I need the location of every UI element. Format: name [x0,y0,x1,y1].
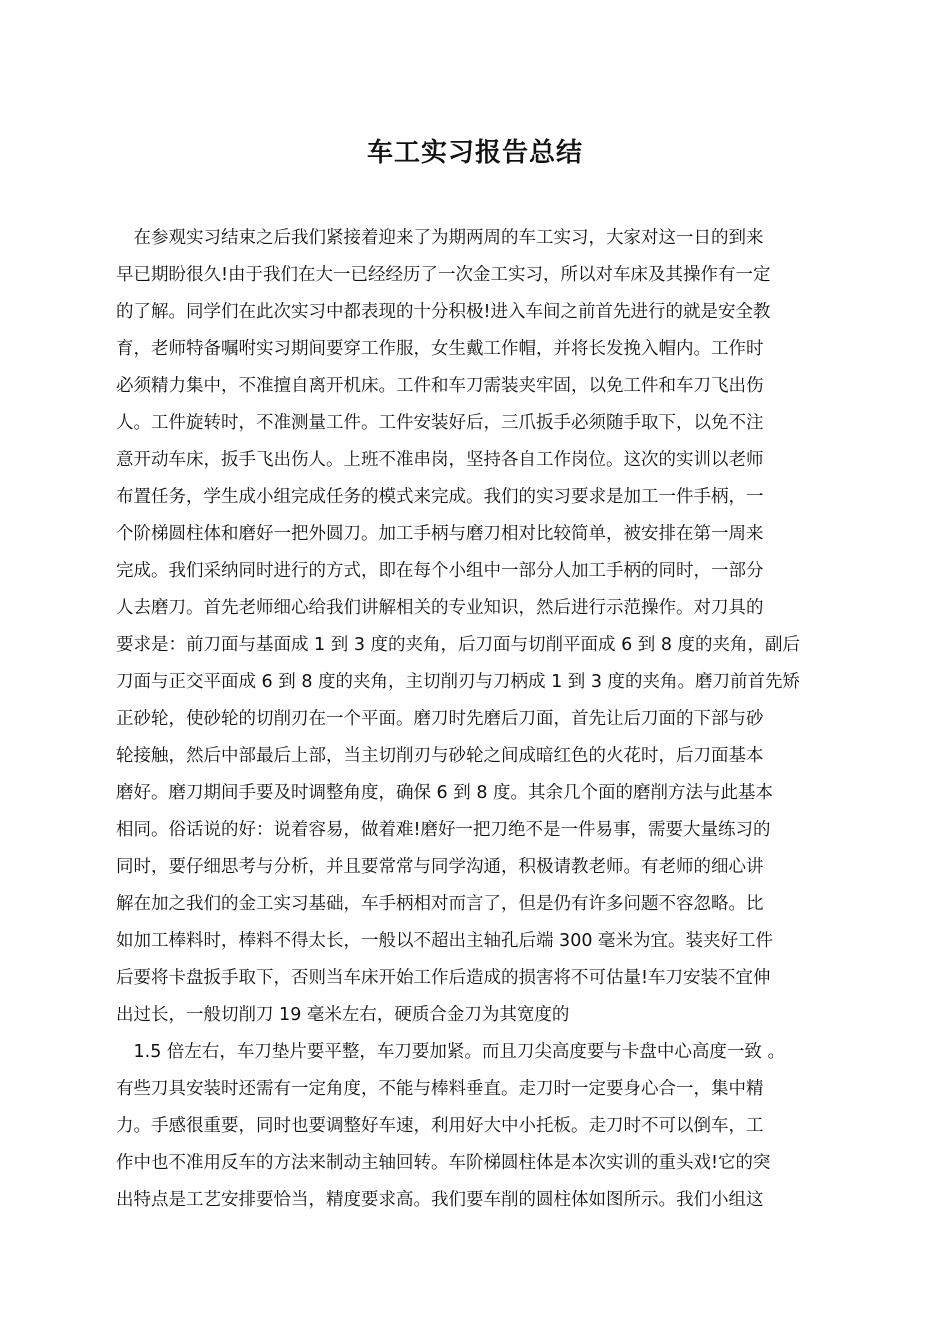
body-line: 在参观实习结束之后我们紧接着迎来了为期两周的车工实习，大家对这一日的到来 [116,228,764,248]
body-line: 磨好。磨刀期间手要及时调整角度，确保 6 到 8 度。其余几个面的磨削方法与此基本 [116,783,774,803]
body-line: 刀面与正交平面成 6 到 8 度的夹角，主切削刃与刀柄成 1 到 3 度的夹角。磨刀前首先矫 [116,672,801,692]
body-line: 个阶梯圆柱体和磨好一把外圆刀。加工手柄与磨刀相对比较简单，被安排在第一周来 [116,524,764,544]
body-line: 意开动车床，扳手飞出伤人。上班不准串岗，坚持各自工作岗位。这次的实训以老师 [116,450,764,470]
body-line: 完成。我们采纳同时进行的方式，即在每个小组中一部分人加工手柄的同时，一部分 [116,561,764,581]
body-line: 同时，要仔细思考与分析，并且要常常与同学沟通，积极请教老师。有老师的细心讲 [116,857,764,877]
body-line: 出特点是工艺安排要恰当，精度要求高。我们要车削的圆柱体如图所示。我们小组这 [116,1190,764,1210]
body-line: 轮接触，然后中部最后上部，当主切削刃与砂轮之间成暗红色的火花时，后刀面基本 [116,746,764,766]
document-title: 车工实习报告总结 [366,138,583,168]
body-line: 如加工棒料时，棒料不得太长，一般以不超出主轴孔后端 300 毫米为宜。装夹好工件 [116,931,774,951]
body-line: 力。手感很重要，同时也要调整好车速，利用好大中小托板。走刀时不可以倒车，工 [116,1116,764,1136]
body-line: 育，老师特备嘱咐实习期间要穿工作服，女生戴工作帽，并将长发挽入帽内。工作时 [116,339,764,359]
body-line: 有些刀具安装时还需有一定角度，不能与棒料垂直。走刀时一定要身心合一，集中精 [116,1079,764,1099]
body-line: 正砂轮，使砂轮的切削刃在一个平面。磨刀时先磨后刀面，首先让后刀面的下部与砂 [116,709,764,729]
body-line: 1.5 倍左右，车刀垫片要平整，车刀要加紧。而且刀尖高度要与卡盘中心高度一致 。 [116,1042,785,1062]
body-line: 人去磨刀。首先老师细心给我们讲解相关的专业知识，然后进行示范操作。对刀具的 [116,598,764,618]
body-line: 的了解。同学们在此次实习中都表现的十分积极!进入车间之前首先进行的就是安全教 [116,302,771,322]
body-line: 出过长，一般切削刀 19 毫米左右，硬质合金刀为其宽度的 [116,1005,570,1025]
body-line: 要求是：前刀面与基面成 1 到 3 度的夹角，后刀面与切削平面成 6 到 8 度的夹角，副后 [116,635,801,655]
body-line: 解在加之我们的金工实习基础，车手柄相对而言了，但是仍有许多问题不容忽略。比 [116,894,764,914]
body-line: 相同。俗话说的好：说着容易，做着难!磨好一把刀绝不是一件易事，需要大量练习的 [116,820,771,840]
document-body [116,220,834,1219]
body-line: 人。工件旋转时，不准测量工件。工件安装好后，三爪扳手必须随手取下，以免不注 [116,413,764,433]
body-line: 早已期盼很久!由于我们在大一已经经历了一次金工实习，所以对车床及其操作有一定 [116,265,771,285]
body-line: 必须精力集中，不准擅自离开机床。工件和车刀需装夹牢固，以免工件和车刀飞出伤 [116,376,764,396]
body-line: 作中也不准用反车的方法来制动主轴回转。车阶梯圆柱体是本次实训的重头戏!它的突 [116,1153,771,1173]
body-line: 布置任务，学生成小组完成任务的模式来完成。我们的实习要求是加工一件手柄，一 [116,487,764,507]
body-line: 后要将卡盘扳手取下，否则当车床开始工作后造成的损害将不可估量!车刀安装不宜伸 [116,968,771,988]
